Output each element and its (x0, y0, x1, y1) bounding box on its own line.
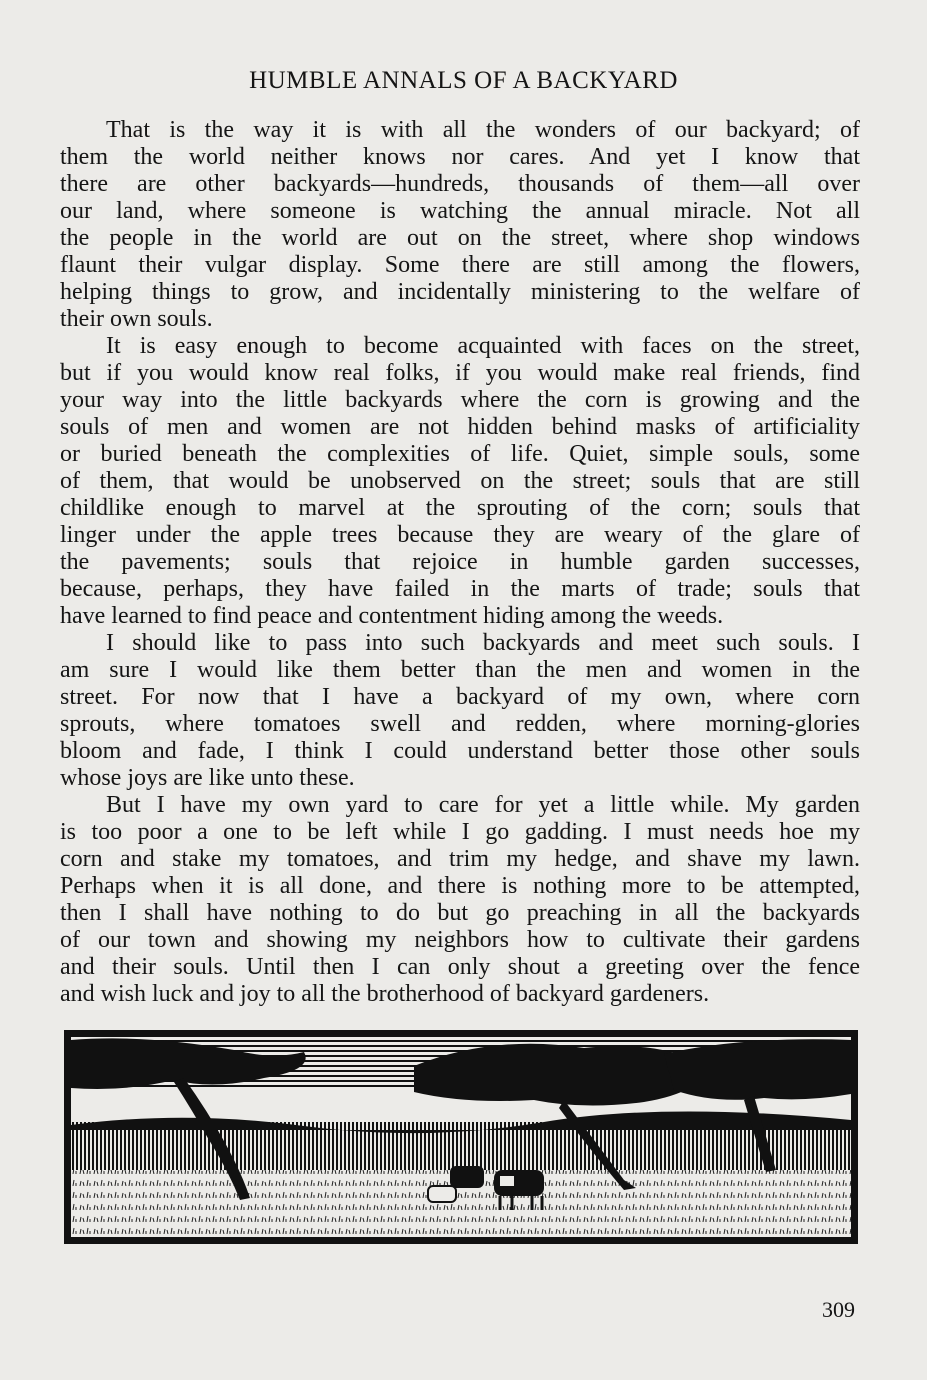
text-line: I should like to pass into such backyards and meet such souls. I (106, 630, 860, 656)
text-line: is too poor a one to be left while I go gadding. I must needs hoe my (60, 819, 860, 845)
text-line: linger under the apple trees because they are weary of the glare of (60, 522, 860, 548)
text-line: It is easy enough to become acquainted with faces on the street, (106, 333, 860, 359)
text-line: souls of men and women are not hidden behind masks of artificiality (60, 414, 860, 440)
text-line: flaunt their vulgar display. Some there are still among the flowers, (60, 252, 860, 278)
text-line: of our town and showing my neighbors how to cultivate their gardens (60, 927, 860, 953)
text-line: corn and stake my tomatoes, and trim my hedge, and shave my lawn. (60, 846, 860, 872)
paragraph-2 (60, 333, 860, 630)
text-line: bloom and fade, I think I could understand better those other souls (60, 738, 860, 764)
text-line: have learned to find peace and contentment hiding among the weeds. (60, 603, 724, 629)
paragraph-1 (60, 117, 860, 333)
text-line: and their souls. Until then I can only shout a greeting over the fence (60, 954, 860, 980)
text-line: or buried beneath the complexities of life. Quiet, simple souls, some (60, 441, 860, 467)
text-line: street. For now that I have a backyard of my own, where corn (60, 684, 860, 710)
text-line: their own souls. (60, 306, 213, 332)
paragraph-3 (60, 630, 860, 792)
text-line: but if you would know real folks, if you would make real friends, find (60, 360, 860, 386)
text-line: there are other backyards—hundreds, thousands of them—all over (60, 171, 860, 197)
text-line: am sure I would like them better than the men and women in the (60, 657, 860, 683)
paragraph-4 (60, 792, 860, 1008)
running-title: HUMBLE ANNALS OF A BACKYARD (249, 67, 678, 94)
text-line: of them, that would be unobserved on the street; souls that are still (60, 468, 860, 494)
woodcut-illustration (64, 1030, 858, 1244)
text-line: sprouts, where tomatoes swell and redden, where morning-glories (60, 711, 860, 737)
landscape-woodcut (64, 1030, 858, 1244)
text-line: the pavements; souls that rejoice in humble garden successes, (60, 549, 860, 575)
text-line: them the world neither knows nor cares. And yet I know that (60, 144, 860, 170)
text-line: our land, where someone is watching the annual miracle. Not all (60, 198, 860, 224)
body-text (60, 117, 860, 1008)
text-line: Perhaps when it is all done, and there is nothing more to be attempted, (60, 873, 860, 899)
text-line: That is the way it is with all the wonders of our backyard; of (106, 117, 860, 143)
text-line: childlike enough to marvel at the sprouting of the corn; souls that (60, 495, 860, 521)
text-line: helping things to grow, and incidentally ministering to the welfare of (60, 279, 860, 305)
text-line: because, perhaps, they have failed in the marts of trade; souls that (60, 576, 860, 602)
text-line: But I have my own yard to care for yet a little while. My garden (106, 792, 860, 818)
text-line: the people in the world are out on the street, where shop windows (60, 225, 860, 251)
text-line: your way into the little backyards where the corn is growing and the (60, 387, 860, 413)
text-line: then I shall have nothing to do but go preaching in all the backyards (60, 900, 860, 926)
text-line: and wish luck and joy to all the brotherhood of backyard gardeners. (60, 981, 710, 1007)
page-number: 309 (822, 1297, 855, 1322)
text-line: whose joys are like unto these. (60, 765, 355, 791)
